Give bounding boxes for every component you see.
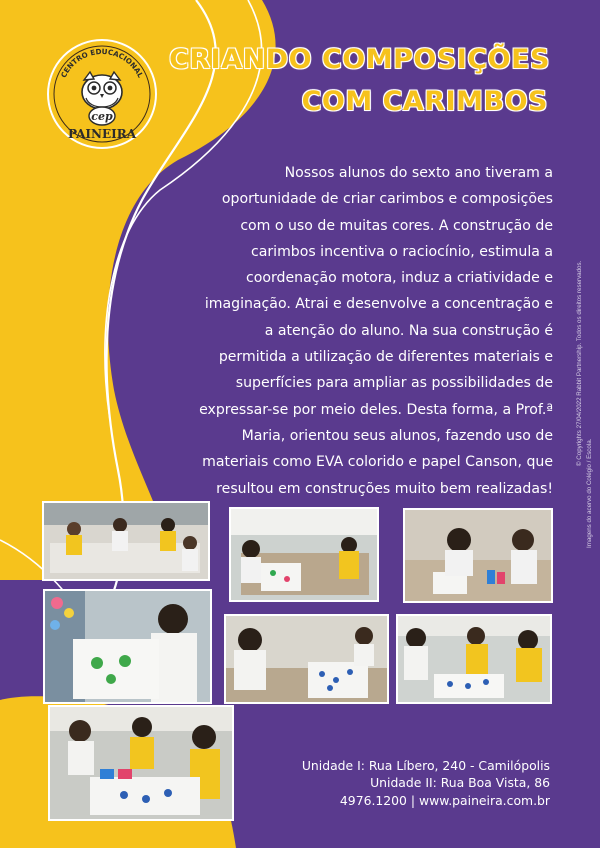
classroom-photo-7 [48,705,234,821]
page-title-line-1: CRIANDO COMPOSIÇÕES [169,44,550,75]
body-paragraph: Nossos alunos do sexto ano tiveram a oportunidade de criar carimbos e composições com o uso de muitas cores. A construção de carimbos incentiva o raciocínio, estimula a coordenação motora, induz a criatividade e imaginação. Atrai e desenvolve a concentração e a atenção do aluno. Na sua construção é permitida a utilização de diferentes materiais e superfícies para ampliar as possibilidades de expressar-se por meio deles. Desta forma, a Prof.ª Maria, orientou seus alunos, fazendo uso de materiais como EVA colorido e papel Canson, que resultou em construções muito bem realizadas! [199,165,553,497]
classroom-photo-1 [42,501,210,581]
owl-icon [82,72,122,109]
school-logo [46,38,158,150]
image-rights-note: Imagens do acervo do Colégio / Escola. [586,438,593,548]
footer-unit-2: Unidade II: Rua Boa Vista, 86 [370,775,550,790]
footer-contact: 4976.1200 | www.paineira.com.br [339,793,550,808]
footer-unit-1: Unidade I: Rua Líbero, 240 - Camilópolis [301,758,550,773]
logo-monogram: cep [91,110,113,123]
page-title-line-2: COM CARIMBOS [301,86,548,117]
student-with-stamped-paper-photo [43,589,212,704]
copyright-note: © Copyrights 27/04/2022 Rabbit Partnership. Todos os direitos reservados. [576,260,583,466]
classroom-photo-5 [224,614,389,704]
classroom-photo-3 [403,508,553,603]
classroom-photo-2 [229,507,379,602]
logo-name: PAINEIRA [67,127,137,141]
logo-arc-text: CENTRO EDUCACIONAL [58,46,146,80]
classroom-photo-6 [396,614,552,704]
